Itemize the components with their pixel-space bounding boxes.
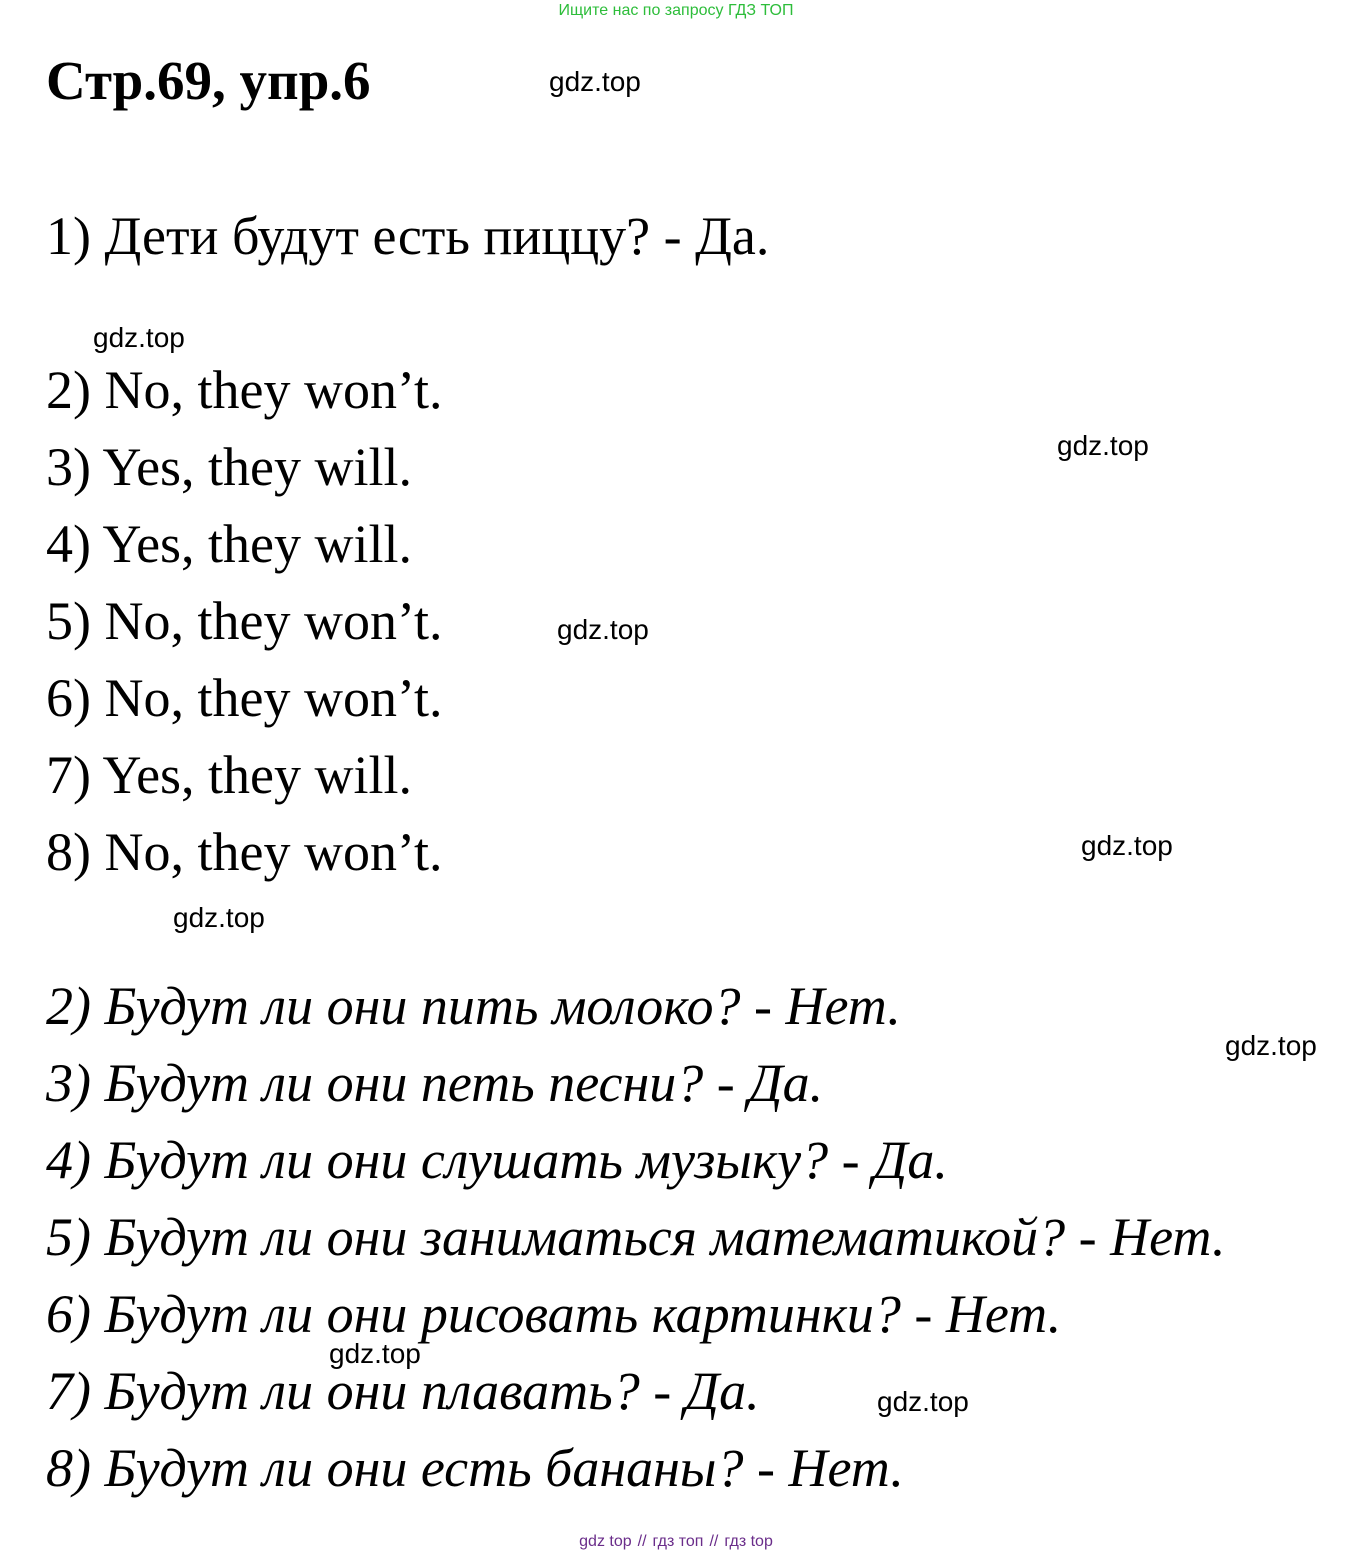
footer (0, 1533, 1352, 1551)
watermark: gdz.top (173, 902, 265, 933)
translation-line: 3) Будут ли они петь песни? - Да. (46, 1053, 824, 1113)
translation-line: 5) Будут ли они заниматься математикой? - Нет. (46, 1207, 1226, 1267)
watermark: gdz.top (329, 1338, 421, 1369)
watermark: gdz.top (93, 322, 185, 353)
page-title: Стр.69, упр.6 (46, 50, 371, 111)
footer-separator: // (709, 1533, 719, 1550)
translation-line: 4) Будут ли они слушать музыку? - Да. (46, 1130, 948, 1190)
watermark: gdz.top (1225, 1030, 1317, 1061)
answer-line: 3) Yes, they will. (46, 437, 413, 497)
translation-line: 6) Будут ли они рисовать картинки? - Нет. (46, 1284, 1062, 1344)
top-banner: Ищите нас по запросу ГДЗ ТОП (558, 2, 794, 19)
watermark: gdz.top (1081, 830, 1173, 861)
answer-line: 8) No, they won’t. (46, 822, 443, 882)
watermark: gdz.top (1057, 430, 1149, 461)
watermark: gdz.top (877, 1386, 969, 1417)
footer-link[interactable]: gdz top (579, 1533, 632, 1550)
footer-link[interactable]: гдз топ (652, 1533, 704, 1550)
answer-line: 5) No, they won’t. (46, 591, 443, 651)
answer-line: 2) No, they won’t. (46, 360, 443, 420)
watermark: gdz.top (557, 614, 649, 645)
watermark: gdz.top (549, 66, 641, 97)
footer-separator: // (637, 1533, 647, 1550)
question-1: 1) Дети будут есть пиццу? - Да. (46, 206, 770, 266)
answer-line: 7) Yes, they will. (46, 745, 413, 805)
translation-line: 8) Будут ли они есть бананы? - Нет. (46, 1438, 904, 1498)
translation-line: 2) Будут ли они пить молоко? - Нет. (46, 976, 901, 1036)
footer-link[interactable]: гдз top (724, 1533, 773, 1550)
answer-line: 6) No, they won’t. (46, 668, 443, 728)
translation-line: 7) Будут ли они плавать? - Да. (46, 1361, 760, 1421)
answer-line: 4) Yes, they will. (46, 514, 413, 574)
